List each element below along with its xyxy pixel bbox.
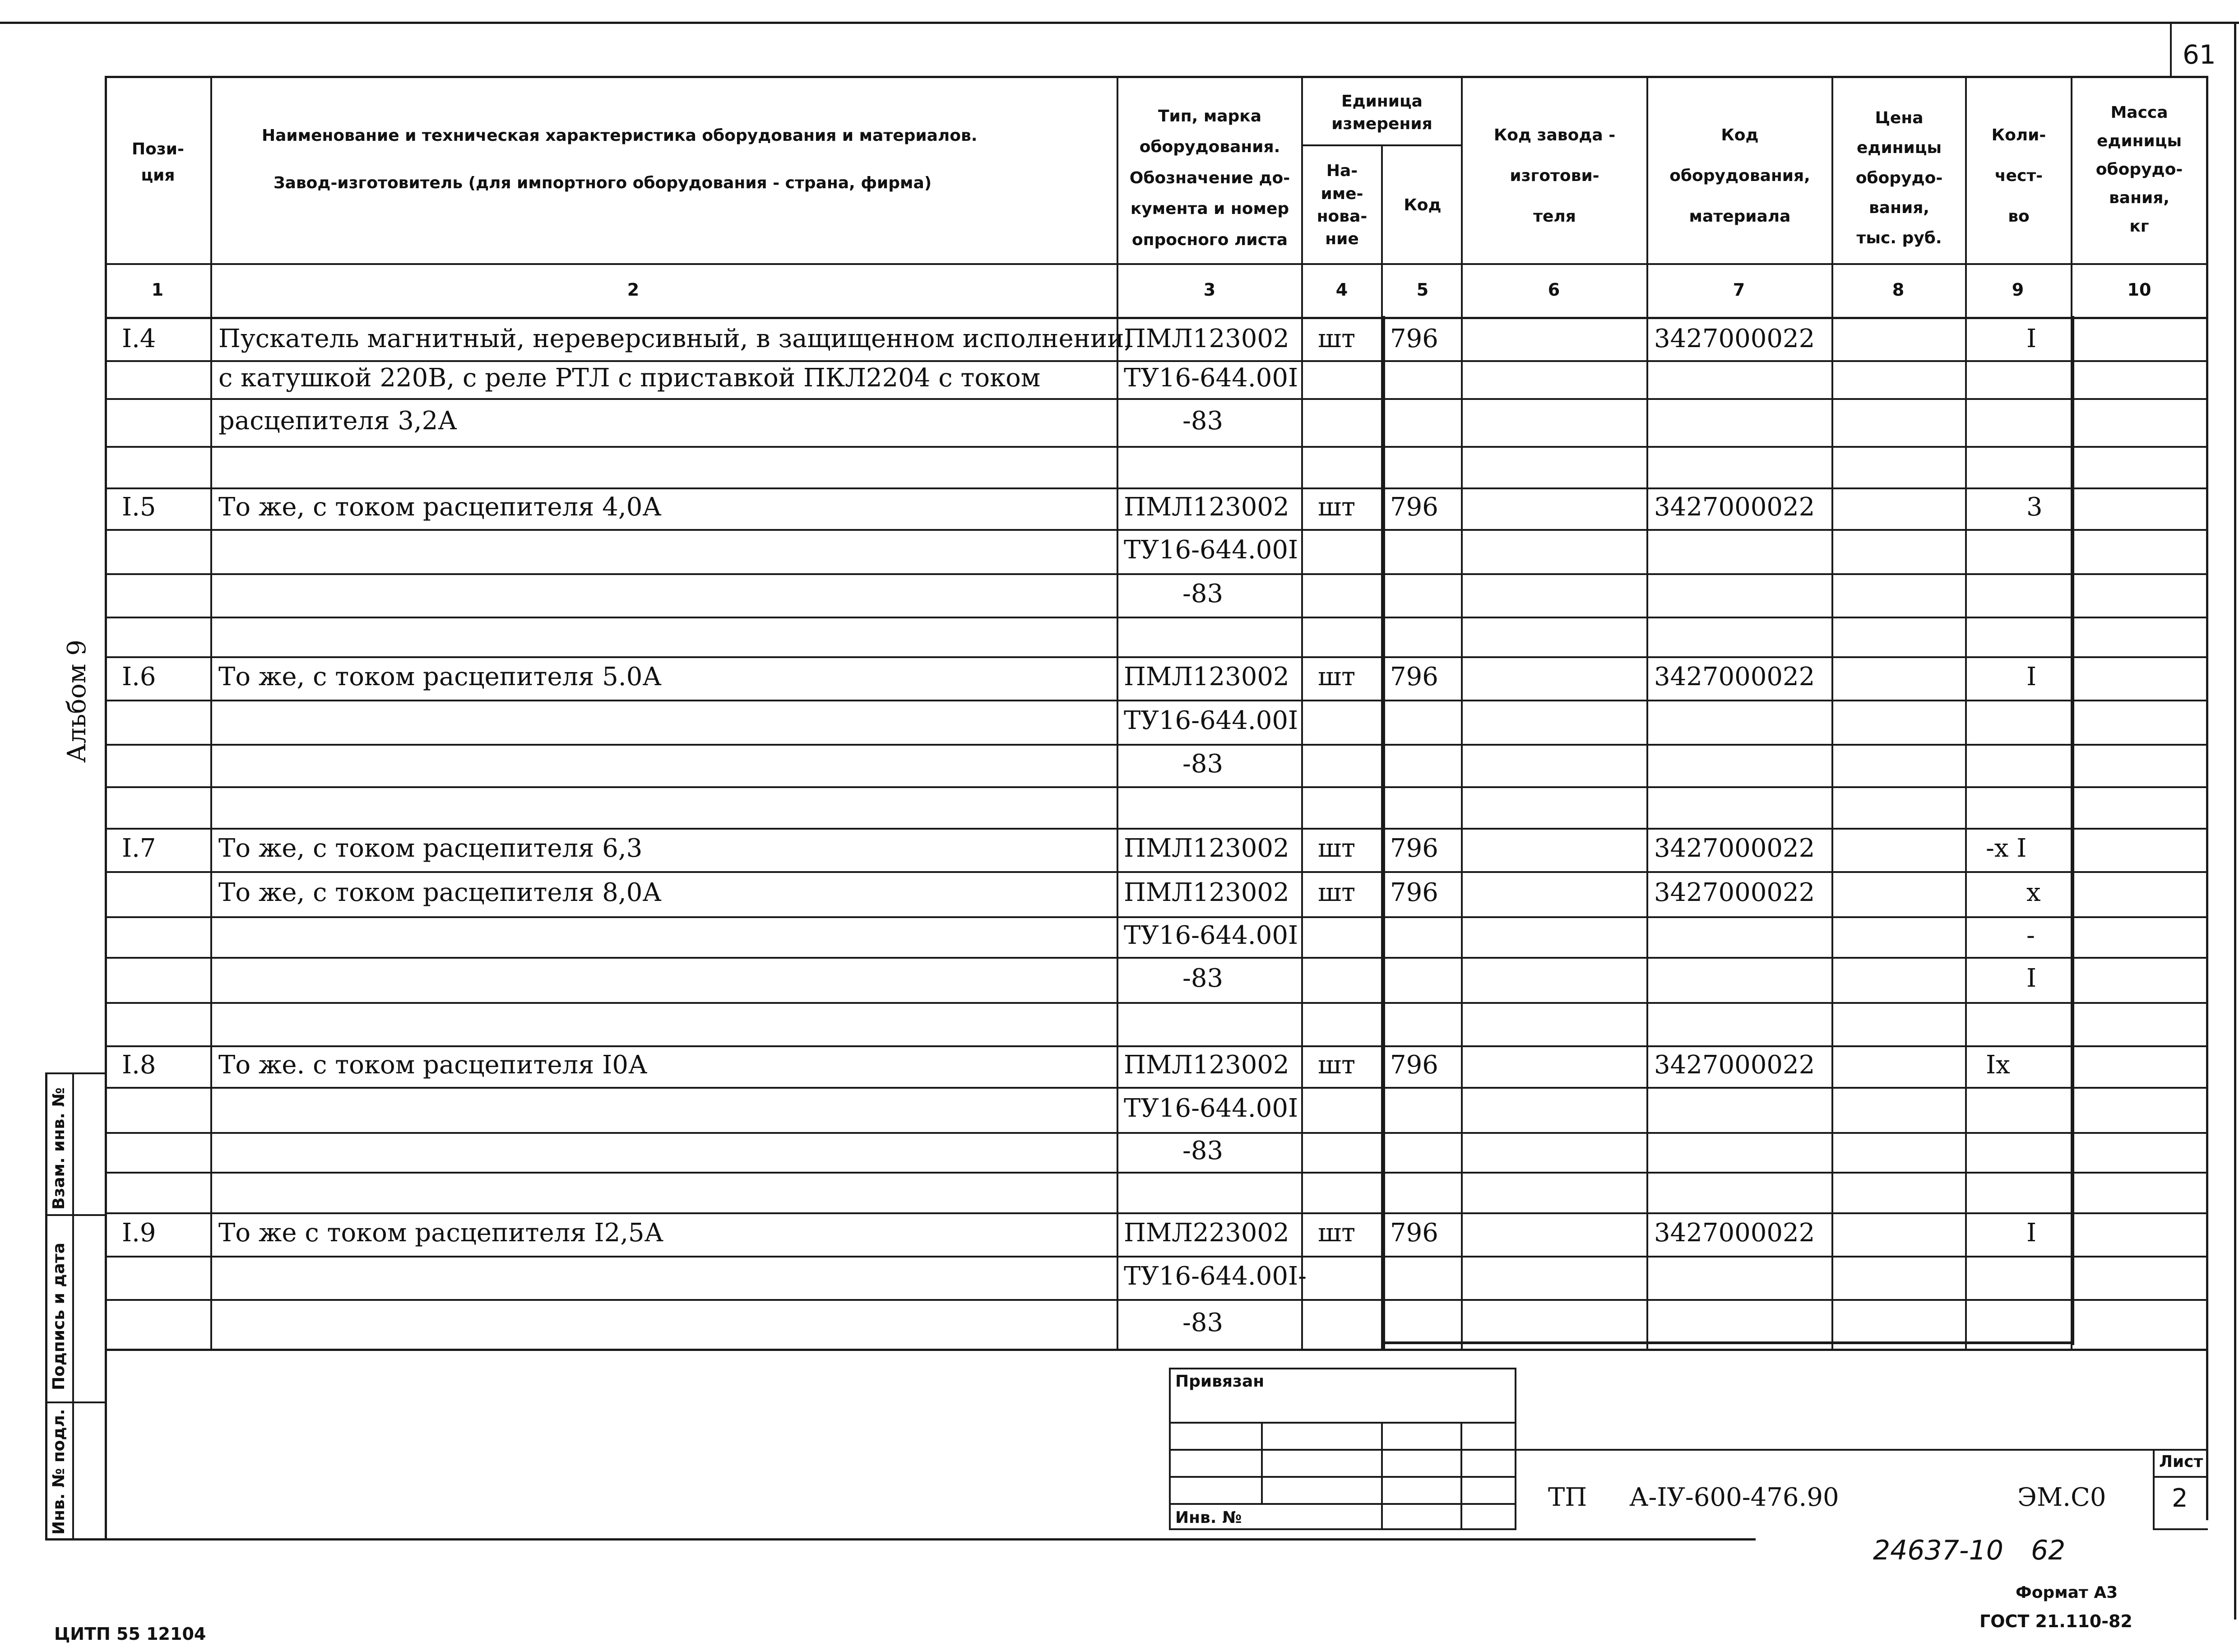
handwritten-number: 24637-10 bbox=[1873, 1535, 2003, 1566]
column-number: 4 bbox=[1335, 280, 1348, 300]
bottom-frame bbox=[45, 1538, 1756, 1541]
header-unit-code: Код bbox=[1404, 196, 1442, 215]
header-equipment-code: Код оборудования, материала bbox=[1669, 126, 1810, 226]
row-name: То же с током расцепителя I2,5А bbox=[218, 1218, 664, 1248]
gost-label: ГОСТ 21.110-82 bbox=[1979, 1611, 2132, 1631]
column-number: 2 bbox=[627, 280, 640, 300]
header-quantity: Коли- чест- во bbox=[1991, 126, 2046, 226]
row-type: -83 bbox=[1182, 1136, 1224, 1165]
header-unit-name: На- име- нова- ние bbox=[1317, 162, 1368, 249]
row-type: -83 bbox=[1182, 579, 1224, 608]
tp-label: ТП bbox=[1548, 1483, 1587, 1512]
header-price: Цена единицы оборудо- вания, тыс. руб. bbox=[1855, 108, 1943, 247]
row-position: I.7 bbox=[122, 834, 156, 863]
row-name: То же, с током расцепителя 4,0А bbox=[218, 492, 662, 522]
column-number: 6 bbox=[1548, 280, 1560, 300]
row-name: То же, с током расцепителя 6,3 bbox=[218, 834, 643, 863]
row-type: ТУ16-644.00I bbox=[1124, 363, 1298, 393]
row-unit: шт bbox=[1318, 492, 1356, 522]
row-quantity: I bbox=[2026, 662, 2037, 691]
row-type: -83 bbox=[1182, 964, 1224, 993]
row-equipment-code: 3427000022 bbox=[1654, 324, 1815, 353]
column-number: 3 bbox=[1203, 280, 1216, 300]
column-number: 8 bbox=[1892, 280, 1905, 300]
row-quantity: I bbox=[2026, 964, 2037, 993]
row-type: ТУ16-644.00I bbox=[1124, 706, 1298, 735]
table-bottom bbox=[105, 1349, 2208, 1351]
row-position: I.5 bbox=[122, 492, 156, 522]
left-frame bbox=[45, 1072, 47, 1540]
row-unit-code: 796 bbox=[1390, 878, 1438, 907]
row-name: Пускатель магнитный, нереверсивный, в защищенном исполнении, bbox=[218, 324, 1132, 353]
row-unit: шт bbox=[1318, 1050, 1356, 1080]
row-type: ПМЛ123002 bbox=[1124, 834, 1289, 863]
row-position: I.4 bbox=[122, 324, 156, 353]
header-mass: Масса единицы оборудо- вания, кг bbox=[2095, 103, 2183, 236]
header-name-line2: Завод-изготовитель (для импортного оборудования - страна, фирма) bbox=[274, 174, 932, 192]
row-unit-code: 796 bbox=[1390, 1218, 1438, 1248]
row-type: ПМЛ123002 bbox=[1124, 662, 1289, 691]
table-top bbox=[105, 76, 2208, 78]
row-equipment-code: 3427000022 bbox=[1654, 662, 1815, 691]
row-unit-code: 796 bbox=[1390, 662, 1438, 691]
row-type: ТУ16-644.00I bbox=[1124, 535, 1298, 565]
album-label: Альбом 9 bbox=[62, 640, 92, 763]
table-right bbox=[2206, 76, 2208, 1520]
vzam-inv-label: Взам. инв. № bbox=[50, 1087, 68, 1210]
row-name: То же, с током расцепителя 5.0А bbox=[218, 662, 662, 691]
row-type: -83 bbox=[1182, 749, 1224, 779]
sheet-number: 2 bbox=[2172, 1484, 2188, 1513]
row-unit-code: 796 bbox=[1390, 1050, 1438, 1080]
row-unit: шт bbox=[1318, 662, 1356, 691]
row-quantity: Iх bbox=[1986, 1050, 2010, 1080]
row-position: I.6 bbox=[122, 662, 156, 691]
sheet-label: Лист bbox=[2159, 1452, 2203, 1471]
row-equipment-code: 3427000022 bbox=[1654, 492, 1815, 522]
row-quantity: -х I bbox=[1986, 834, 2027, 863]
inv-no-label: Инв. № bbox=[1175, 1508, 1242, 1527]
column-number: 1 bbox=[151, 280, 164, 300]
citp-label: ЦИТП 55 12104 bbox=[54, 1624, 206, 1644]
row-unit: шт bbox=[1318, 834, 1356, 863]
row-quantity: 3 bbox=[2026, 492, 2043, 522]
row-type: ТУ16-644.00I bbox=[1124, 921, 1298, 950]
row-quantity: х bbox=[2026, 878, 2041, 907]
row-equipment-code: 3427000022 bbox=[1654, 1050, 1815, 1080]
header-name-line1: Наименование и техническая характеристика оборудования и материалов. bbox=[262, 126, 978, 145]
column-number: 9 bbox=[2012, 280, 2024, 300]
header-position: Пози- ция bbox=[132, 140, 184, 185]
row-type: ПМЛ123002 bbox=[1124, 1050, 1289, 1080]
row-name: расцепителя 3,2А bbox=[218, 406, 457, 436]
row-unit: шт bbox=[1318, 324, 1356, 353]
row-equipment-code: 3427000022 bbox=[1654, 878, 1815, 907]
right-border bbox=[2234, 22, 2236, 1620]
document-mark: ЭМ.С0 bbox=[2017, 1483, 2106, 1512]
row-type: ПМЛ123002 bbox=[1124, 324, 1289, 353]
header-factory-code: Код завода - изготови- теля bbox=[1493, 126, 1616, 226]
row-type: ПМЛ123002 bbox=[1124, 492, 1289, 522]
row-unit: шт bbox=[1318, 878, 1356, 907]
row-unit: шт bbox=[1318, 1218, 1356, 1248]
row-type: ПМЛ223002 bbox=[1124, 1218, 1289, 1248]
column-number: 10 bbox=[2127, 280, 2151, 300]
row-quantity: I bbox=[2026, 1218, 2037, 1248]
row-position: I.9 bbox=[122, 1218, 156, 1248]
privyazan-label: Привязан bbox=[1175, 1372, 1265, 1391]
row-type: ПМЛ123002 bbox=[1124, 878, 1289, 907]
row-name: с катушкой 220В, с реле РТЛ с приставкой ПКЛ2204 с током bbox=[218, 363, 1041, 393]
column-number: 7 bbox=[1733, 280, 1745, 300]
page-number: 61 bbox=[2183, 39, 2216, 70]
signature-date-label: Подпись и дата bbox=[50, 1243, 68, 1390]
row-equipment-code: 3427000022 bbox=[1654, 1218, 1815, 1248]
row-name: То же, с током расцепителя 8,0А bbox=[218, 878, 662, 907]
header-unit-group: Единица измерения bbox=[1331, 92, 1432, 133]
top-border bbox=[0, 22, 2239, 24]
format-label: Формат А3 bbox=[2016, 1583, 2118, 1602]
row-type: -83 bbox=[1182, 1308, 1224, 1337]
row-type: ТУ16-644.00I- bbox=[1124, 1262, 1307, 1291]
row-unit-code: 796 bbox=[1390, 324, 1438, 353]
row-position: I.8 bbox=[122, 1050, 156, 1080]
row-equipment-code: 3427000022 bbox=[1654, 834, 1815, 863]
column-number: 5 bbox=[1416, 280, 1429, 300]
row-quantity: - bbox=[2026, 921, 2035, 950]
row-unit-code: 796 bbox=[1390, 492, 1438, 522]
row-type: -83 bbox=[1182, 406, 1224, 436]
row-unit-code: 796 bbox=[1390, 834, 1438, 863]
inv-original-label: Инв. № подл. bbox=[50, 1409, 68, 1535]
header-type: Тип, марка оборудования. Обозначение до- кумента и номер опросного листа bbox=[1129, 107, 1290, 249]
handwritten-page: 62 bbox=[2031, 1535, 2066, 1566]
row-quantity: I bbox=[2026, 324, 2037, 353]
row-name: То же. с током расцепителя I0А bbox=[218, 1050, 648, 1080]
row-type: ТУ16-644.00I bbox=[1124, 1094, 1298, 1123]
document-code: А-IУ-600-476.90 bbox=[1629, 1483, 1839, 1512]
